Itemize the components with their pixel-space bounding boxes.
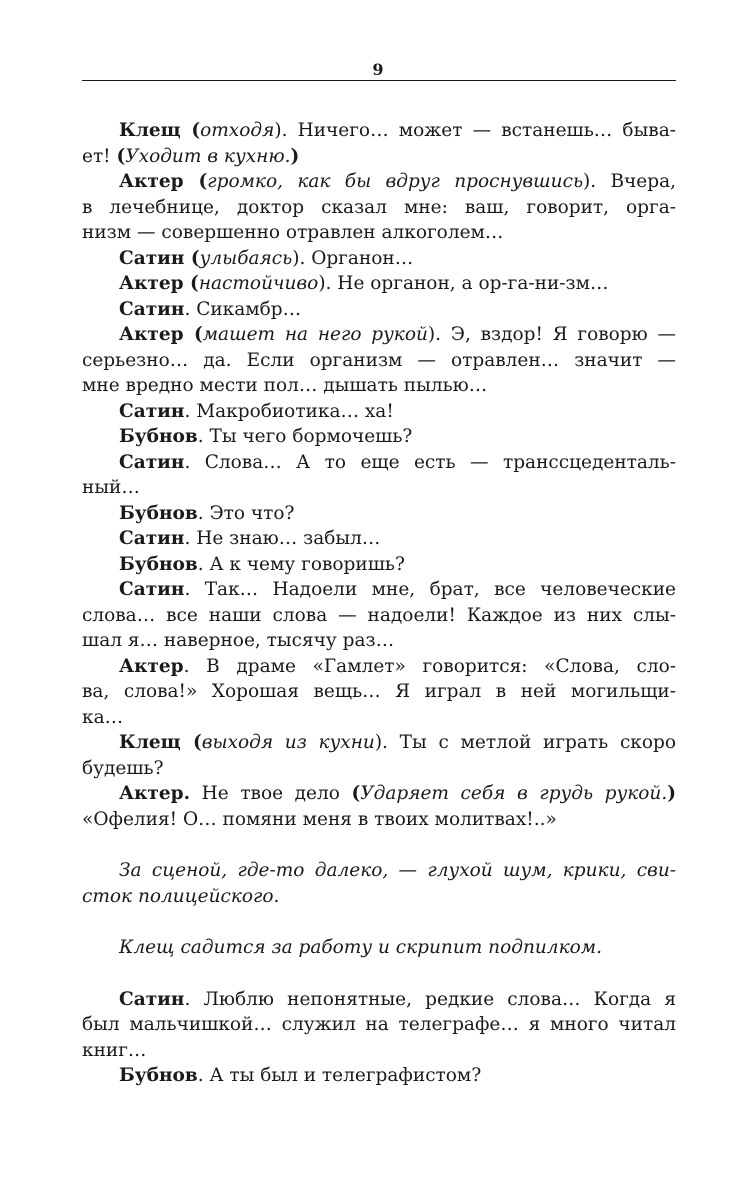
- text-line: [82, 297, 676, 323]
- text-line: [82, 220, 676, 246]
- header-divider: [82, 80, 676, 81]
- speaker-name: Сатин: [119, 247, 185, 269]
- dialogue-text: . Так… Надоели мне, брат, все человеческие: [184, 579, 676, 600]
- speaker-name: Актер: [119, 171, 184, 192]
- speaker-name: Бубнов: [119, 426, 198, 447]
- dialogue-text: . В драме «Гамлет» говорится: «Слова, сло-: [183, 655, 676, 677]
- speaker-name: ): [667, 783, 676, 804]
- text-line: [82, 169, 676, 195]
- speaker-name: Актер.: [119, 783, 191, 804]
- speaker-name: ): [290, 145, 300, 167]
- speaker-name: (: [116, 145, 126, 167]
- stage-direction: сток полицейского.: [82, 885, 280, 907]
- dialogue-text: шал я… наверное, тысячу раз…: [82, 630, 395, 651]
- speaker-name: Актер: [119, 273, 184, 294]
- dialogue-text: . Макробиотика… ха!: [184, 400, 394, 422]
- dialogue-text: Не твое дело: [190, 783, 352, 804]
- dialogue-text: мне вредно мести пол… дышать пылью…: [82, 375, 488, 396]
- dialogue-text: «Офелия! О… помяни меня в твоих молитвах!..»: [82, 808, 557, 830]
- dialogue-text: . А ты был и телеграфистом?: [197, 1065, 482, 1086]
- dialogue-text: ). Э, вздор! Я говорю —: [427, 324, 676, 345]
- speaker-name: Бубнов: [119, 1065, 198, 1086]
- dialogue-text: ). Не органон, а ор-га-ни-зм…: [318, 273, 609, 294]
- text-line: [82, 118, 676, 144]
- speaker-name: Сатин: [119, 451, 185, 473]
- speaker-name: Актер: [119, 324, 184, 345]
- text-line: [82, 322, 676, 348]
- speaker-name: (: [183, 324, 203, 345]
- dialogue-text: серьезно… да. Если организм — отравлен… значит —: [82, 349, 676, 371]
- stage-direction-line: [82, 858, 676, 884]
- text-line: [82, 628, 676, 654]
- stage-direction-line: [82, 935, 676, 961]
- dialogue-text: ка…: [82, 706, 124, 728]
- text-line: [82, 246, 676, 272]
- stage-direction: машет на него рукой: [202, 324, 428, 345]
- dialogue-text: ет!: [82, 145, 117, 167]
- speaker-name: Клещ: [119, 120, 181, 141]
- dialogue-text: слова… все наши слова — надоели! Каждое из них слы-: [82, 604, 676, 626]
- text-line: [82, 271, 676, 297]
- dialogue-text: . Сикамбр…: [184, 298, 302, 320]
- text-line: [82, 1012, 676, 1038]
- dialogue-text: был мальчишкой… служил на телеграфе… я много читал: [82, 1014, 676, 1035]
- text-line: [82, 1038, 676, 1064]
- dialogue-text: . Не знаю… забыл…: [184, 528, 381, 549]
- stage-direction: Клещ садится за работу и скрипит подпилком.: [119, 937, 602, 958]
- play-text: [82, 118, 676, 1089]
- text-line: [82, 501, 676, 527]
- dialogue-text: ). Ничего… может — встанешь… быва-: [274, 120, 676, 141]
- text-line: [82, 526, 676, 552]
- text-line: [82, 424, 676, 450]
- paragraph-gap: [82, 832, 676, 858]
- text-line: [82, 654, 676, 680]
- speaker-name: (: [180, 120, 201, 141]
- stage-direction: отходя: [200, 120, 275, 141]
- stage-direction: выходя из кухни: [201, 732, 375, 753]
- text-line: [82, 348, 676, 374]
- dialogue-text: . Люблю непонятные, редкие слова… Когда я: [184, 988, 676, 1010]
- text-line: [82, 552, 676, 578]
- text-line: [82, 781, 676, 807]
- text-line: [82, 730, 676, 756]
- text-line: [82, 1063, 676, 1089]
- speaker-name: Сатин: [119, 298, 185, 320]
- speaker-name: Сатин: [119, 528, 185, 549]
- speaker-name: (: [183, 273, 199, 294]
- dialogue-text: в лечебнице, доктор сказал мне: ваш, говорит, орга-: [82, 196, 676, 218]
- text-line: [82, 756, 676, 782]
- speaker-name: (: [183, 171, 208, 192]
- dialogue-text: низм — совершенно отравлен алкоголем…: [82, 222, 504, 243]
- speaker-name: (: [180, 732, 202, 753]
- stage-direction: За сценой, где-то далеко, — глухой шум, крики, сви-: [119, 860, 676, 881]
- dialogue-text: будешь?: [82, 757, 164, 779]
- text-line: [82, 679, 676, 705]
- speaker-name: (: [184, 247, 200, 269]
- paragraph-gap: [82, 909, 676, 935]
- speaker-name: Сатин: [119, 400, 185, 422]
- text-line: [82, 373, 676, 399]
- text-line: [82, 450, 676, 476]
- dialogue-text: книг…: [82, 1039, 147, 1061]
- speaker-name: Актер: [119, 655, 184, 677]
- stage-direction: Уходит в кухню.: [125, 145, 291, 167]
- text-line: [82, 399, 676, 425]
- stage-direction-line: [82, 884, 676, 910]
- dialogue-text: . А к чему говоришь?: [197, 553, 405, 575]
- stage-direction: улыбаясь: [199, 247, 293, 269]
- stage-direction: громко, как бы вдруг проснувшись: [207, 171, 584, 192]
- dialogue-text: . Ты чего бормочешь?: [197, 426, 413, 447]
- text-line: [82, 603, 676, 629]
- dialogue-text: . Это что?: [197, 502, 295, 524]
- stage-direction: Ударяет себя в грудь рукой.: [360, 783, 668, 804]
- speaker-name: Клещ: [119, 732, 181, 753]
- speaker-name: (: [351, 783, 361, 804]
- speaker-name: Сатин: [119, 579, 185, 600]
- dialogue-text: ). Вчера,: [583, 171, 676, 192]
- speaker-name: Бубнов: [119, 553, 198, 575]
- dialogue-text: ва, слова!» Хорошая вещь… Я играл в ней могильщи-: [82, 681, 676, 702]
- text-line: [82, 807, 676, 833]
- dialogue-text: ный…: [82, 477, 140, 498]
- dialogue-text: . Слова… А то еще есть — транссцеденталь-: [184, 451, 676, 473]
- text-line: [82, 144, 676, 170]
- page-number: 9: [372, 60, 384, 79]
- text-line: [82, 987, 676, 1013]
- paragraph-gap: [82, 961, 676, 987]
- speaker-name: Бубнов: [119, 502, 198, 524]
- dialogue-text: ). Ты с метлой играть скоро: [374, 732, 676, 753]
- text-line: [82, 475, 676, 501]
- text-line: [82, 705, 676, 731]
- dialogue-text: ). Органон…: [292, 247, 414, 269]
- speaker-name: Сатин: [119, 988, 185, 1010]
- stage-direction: настойчиво: [198, 273, 319, 294]
- text-line: [82, 577, 676, 603]
- text-line: [82, 195, 676, 221]
